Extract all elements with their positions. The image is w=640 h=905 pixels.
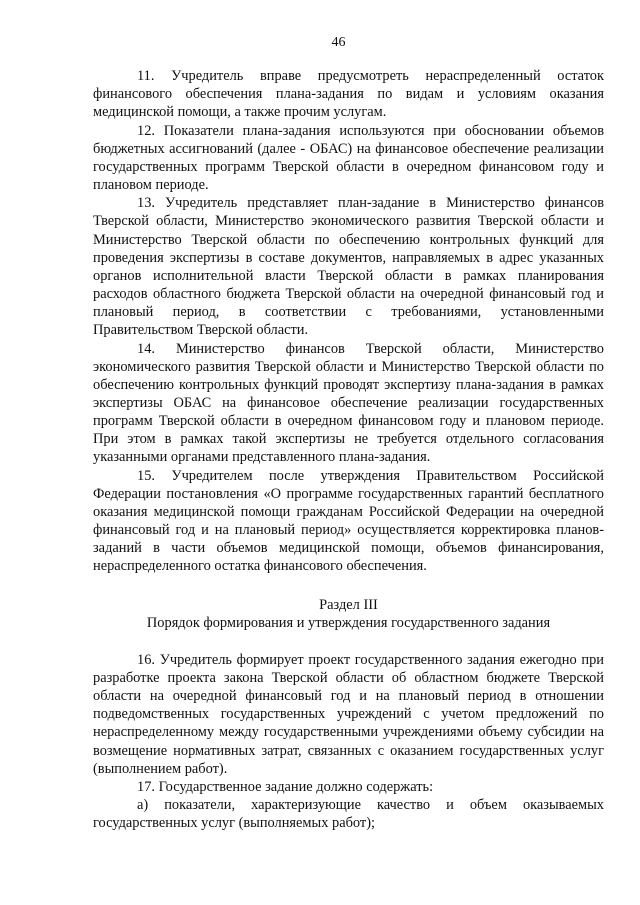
paragraph-12: 12. Показатели плана-задания используются при обосновании объемов бюджетных ассигнований (далее - ОБАС) на финансовое обеспечение реализации государственных программ Тверской области в очередном финансовом году и плановом периоде. bbox=[93, 122, 604, 194]
paragraph-17: 17. Государственное задание должно содержать: bbox=[137, 778, 434, 795]
paragraph-17a: а) показатели, характеризующие качество и объем оказываемых государственных услуг (выполняемых работ); bbox=[93, 797, 604, 832]
page-number: 46 bbox=[331, 35, 346, 50]
paragraph-16: 16. Учредитель формирует проект государственного задания ежегодно при разработке проекта закона Тверской области об областном бюджете Тверской области на очередной финансовый год и на плановый период в отношении подведомственных государственных учреждений с учетом предложений по нераспределенному между государственными учреждениями объему субсидии на возмещение нормативных затрат, связанных с оказанием государственных услуг (выполнением работ). bbox=[93, 651, 604, 777]
paragraph-11: 11. Учредитель вправе предусмотреть нераспределенный остаток финансового обеспечения плана-задания по видам и условиям оказания медицинской помощи, а также прочим услугам. bbox=[93, 68, 604, 121]
paragraph-14: 14. Министерство финансов Тверской области, Министерство экономического развития Тверской области и Министерство Тверской области по обеспечению контрольных функций проводят экспертизу плана-задания в рамках экспертизы ОБАС на финансовое обеспечение реализации государственных программ Тверской области в очередном финансовом году и плановом периоде. При этом в рамках такой экспертизы не требуется отдельного согласования указанными органами представленного плана-задания. bbox=[93, 340, 604, 466]
paragraph-15: 15. Учредителем после утверждения Правительством Российской Федерации постановления «О программе государственных гарантий бесплатного оказания медицинской помощи гражданам Российской Федерации на очередной финансовый год и на плановый период» осуществляется корректировка планов-заданий в части объемов медицинской помощи, объемов финансирования, нераспределенного остатка финансового обеспечения. bbox=[93, 467, 604, 575]
section-label: Раздел III bbox=[319, 596, 378, 613]
section-title: Порядок формирования и утверждения государственного задания bbox=[146, 614, 551, 631]
paragraph-13: 13. Учредитель представляет план-задание в Министерство финансов Тверской области, Министерство экономического развития Тверской области и Министерство Тверской области по обеспечению контрольных функций для проведения экспертизы в составе документов, направляемых в адрес указанных органов исполнительной власти Тверской области в рамках планирования расходов областного бюджета Тверской области на очередной финансовый год и плановый период, в соответствии с требованиями, установленными Правительством Тверской области. bbox=[93, 195, 604, 339]
